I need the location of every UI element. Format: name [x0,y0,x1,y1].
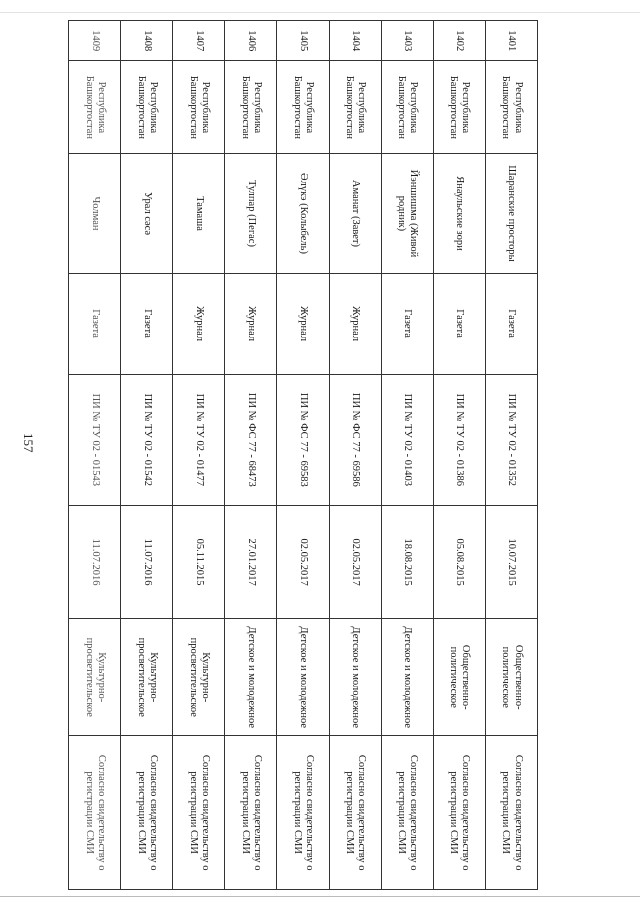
row-number: 1408 [121,21,173,61]
table-row [329,21,381,890]
basis-cell: Согласно свидетельству о регистрации СМИ [329,736,381,890]
type-cell: Газета [69,273,121,374]
page-bottom-edge [0,896,640,897]
category-cell: Детское и молодежное [225,619,277,736]
table-row [485,21,537,890]
basis-cell: Согласно свидетельству о регистрации СМИ [485,736,537,890]
category-cell: Детское и молодежное [329,619,381,736]
date-cell: 27.01.2017 [225,505,277,618]
title-cell: Аманат (Завет) [329,154,381,273]
category-cell: Культурно-просветительское [121,619,173,736]
type-cell: Журнал [329,273,381,374]
region-cell: Республика Башкортостан [173,61,225,154]
basis-cell: Согласно свидетельству о регистрации СМИ [225,736,277,890]
date-cell: 11.07.2016 [121,505,173,618]
region-cell: Республика Башкортостан [433,61,485,154]
row-number: 1407 [173,21,225,61]
region-cell: Республика Башкортостан [277,61,329,154]
table-row [225,21,277,890]
date-cell: 02.05.2017 [277,505,329,618]
table-row [173,21,225,890]
type-cell: Журнал [225,273,277,374]
title-cell: Шаранские просторы [485,154,537,273]
reg-number-cell: ПИ № ТУ 02 - 01543 [69,374,121,505]
category-cell: Детское и молодежное [381,619,433,736]
row-number: 1402 [433,21,485,61]
date-cell: 05.11.2015 [173,505,225,618]
date-cell: 10.07.2015 [485,505,537,618]
type-cell: Газета [433,273,485,374]
media-registry-table [68,20,538,890]
row-number: 1401 [485,21,537,61]
reg-number-cell: ПИ № ТУ 02 - 01477 [173,374,225,505]
table-row [381,21,433,890]
basis-cell: Согласно свидетельству о регистрации СМИ [69,736,121,890]
category-cell: Общественно-политическое [485,619,537,736]
title-cell: Чолман [69,154,121,273]
title-cell: Йэншишма (Живой родник) [381,154,433,273]
date-cell: 11.07.2016 [69,505,121,618]
page-number: 157 [21,433,36,453]
title-cell: Янаульские зори [433,154,485,273]
table-row [277,21,329,890]
region-cell: Республика Башкортостан [329,61,381,154]
title-cell: Тулпар (Пегас) [225,154,277,273]
region-cell: Республика Башкортостан [225,61,277,154]
reg-number-cell: ПИ № ТУ 02 - 01542 [121,374,173,505]
reg-number-cell: ПИ № ТУ 02 - 01403 [381,374,433,505]
registry-table-container [68,20,538,890]
page-top-edge [0,12,640,13]
basis-cell: Согласно свидетельству о регистрации СМИ [433,736,485,890]
date-cell: 18.08.2015 [381,505,433,618]
title-cell: Тамаша [173,154,225,273]
type-cell: Газета [381,273,433,374]
table-row [69,21,121,890]
basis-cell: Согласно свидетельству о регистрации СМИ [121,736,173,890]
reg-number-cell: ПИ № ТУ 02 - 01386 [433,374,485,505]
date-cell: 02.05.2017 [329,505,381,618]
region-cell: Республика Башкортостан [121,61,173,154]
row-number: 1406 [225,21,277,61]
title-cell: Әлүкэ (Колыбель) [277,154,329,273]
type-cell: Газета [121,273,173,374]
basis-cell: Согласно свидетельству о регистрации СМИ [381,736,433,890]
category-cell: Культурно-просветительское [173,619,225,736]
row-number: 1405 [277,21,329,61]
row-number: 1404 [329,21,381,61]
reg-number-cell: ПИ № ФС 77 - 69583 [277,374,329,505]
date-cell: 05.08.2015 [433,505,485,618]
table-row [121,21,173,890]
category-cell: Общественно-политическое [433,619,485,736]
category-cell: Культурно-просветительское [69,619,121,736]
reg-number-cell: ПИ № ФС 77 - 68473 [225,374,277,505]
reg-number-cell: ПИ № ТУ 02 - 01352 [485,374,537,505]
type-cell: Журнал [173,273,225,374]
title-cell: Урал сәсә [121,154,173,273]
region-cell: Республика Башкортостан [485,61,537,154]
row-number: 1403 [381,21,433,61]
row-number: 1409 [69,21,121,61]
type-cell: Журнал [277,273,329,374]
basis-cell: Согласно свидетельству о регистрации СМИ [173,736,225,890]
basis-cell: Согласно свидетельству о регистрации СМИ [277,736,329,890]
reg-number-cell: ПИ № ФС 77 - 69586 [329,374,381,505]
category-cell: Детское и молодежное [277,619,329,736]
type-cell: Газета [485,273,537,374]
region-cell: Республика Башкортостан [381,61,433,154]
region-cell: Республика Башкортостан [69,61,121,154]
table-row [433,21,485,890]
